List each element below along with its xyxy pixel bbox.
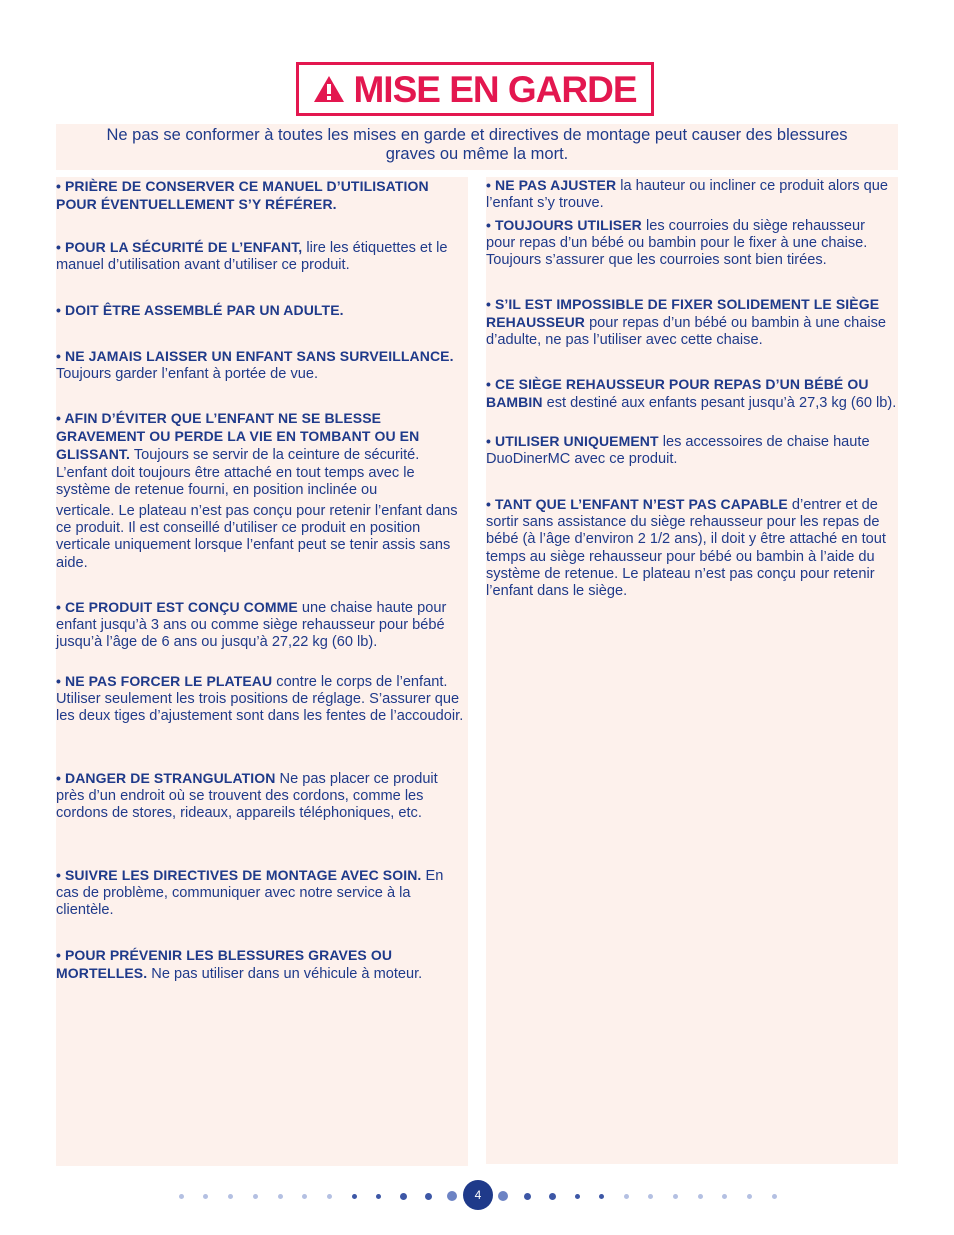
warning-item: • DOIT ÊTRE ASSEMBLÉ PAR UN ADULTE.: [56, 302, 344, 318]
warning-item: • SUIVRE LES DIRECTIVES DE MONTAGE AVEC SOIN. En cas de problème, communiquer avec notre service à la clientèle.: [56, 867, 444, 919]
pagination-dot: [648, 1194, 653, 1199]
pagination-dot: [624, 1194, 629, 1199]
warning-item: • S’IL EST IMPOSSIBLE DE FIXER SOLIDEMENT LE SIÈGE REHAUSSEUR pour repas d’un bébé ou bambin à une chaise d’adulte, ne pas l’utiliser avec cette chaise.: [486, 296, 887, 349]
pagination-dot: [425, 1193, 432, 1200]
warning-item: • TOUJOURS UTILISER les courroies du siège rehausseur pour repas d’un bébé ou bambin pour le fixer à une chaise. Toujours s’assurer que les courroies sont bien tirées.: [486, 217, 868, 269]
pagination-dot: [599, 1194, 604, 1199]
intro-paragraph: [56, 124, 898, 170]
pagination-dot: [549, 1193, 556, 1200]
pagination-dot: [722, 1194, 727, 1199]
pagination-dot: [498, 1191, 508, 1201]
pagination-dot: [575, 1194, 580, 1199]
warning-item: verticale. Le plateau n’est pas conçu pour retenir l’enfant dans ce produit. Il est conseillé d’utiliser ce produit en position verticale uniquement lorsque l’enfant peut se tenir assis sans aide.: [56, 503, 458, 571]
pagination-dot: [747, 1194, 752, 1199]
intro-line-2: graves ou même la mort.: [385, 145, 569, 163]
warning-triangle-icon: [313, 74, 345, 104]
warning-banner: [296, 62, 654, 116]
warning-item: • NE JAMAIS LAISSER UN ENFANT SANS SURVEILLANCE. Toujours garder l’enfant à portée de vue.: [56, 348, 454, 383]
right-column: [486, 177, 898, 1164]
pagination-dot: [179, 1194, 184, 1199]
pagination-dot: [400, 1193, 407, 1200]
warning-item: • PRIÈRE DE CONSERVER CE MANUEL D’UTILISATION POUR ÉVENTUELLEMENT S’Y RÉFÉRER.: [56, 178, 429, 213]
pagination-dot: [203, 1194, 208, 1199]
warning-item: • TANT QUE L’ENFANT N’EST PAS CAPABLE d’entrer et de sortir sans assistance du siège rehausseur pour les repas de bébé (à l’âge d’environ 2 1/2 ans), il doit y être attaché en tout temps au siège rehausseur pour bébé ou bambin à l’aide du système de retenue. Le plateau n’est pas conçu pour retenir l’enfant dans le siège.: [486, 496, 886, 600]
warning-item: • DANGER DE STRANGULATION Ne pas placer ce produit près d’un endroit où se trouvent des cordons, comme les cordons de stores, rideaux, appareils téléphoniques, etc.: [56, 770, 438, 822]
page-number: 4: [463, 1180, 493, 1210]
pagination-dot: [698, 1194, 703, 1199]
pagination-dot: [253, 1194, 258, 1199]
warning-item: • UTILISER UNIQUEMENT les accessoires de chaise haute DuoDinerMC avec ce produit.: [486, 433, 870, 468]
pagination-dot: [302, 1194, 307, 1199]
warning-item: • AFIN D’ÉVITER QUE L’ENFANT NE SE BLESSE GRAVEMENT OU PERDE LA VIE EN TOMBANT OU EN GLISSANT. Toujours se servir de la ceinture de sécurité. L’enfant doit toujours être attaché en tout temps avec le système de retenue fourni, en position inclinée ou: [56, 410, 420, 498]
page-footer: [0, 1178, 954, 1214]
pagination-dot: [327, 1194, 332, 1199]
left-column: [56, 177, 468, 1166]
warning-item: • NE PAS AJUSTER la hauteur ou incliner ce produit alors que l’enfant s’y trouve.: [486, 177, 888, 212]
pagination-dot: [376, 1194, 381, 1199]
pagination-dot: [772, 1194, 777, 1199]
pagination-dot: [524, 1193, 531, 1200]
pagination-dot: [228, 1194, 233, 1199]
warning-item: • NE PAS FORCER LE PLATEAU contre le corps de l’enfant. Utiliser seulement les trois positions de réglage. S’assurer que les deux tiges d’ajustement sont dans les fentes de l’accoudoir.: [56, 673, 464, 725]
warning-item: • CE SIÈGE REHAUSSEUR POUR REPAS D’UN BÉBÉ OU BAMBIN est destiné aux enfants pesant jusqu’à 27,3 kg (60 lb).: [486, 376, 897, 412]
warning-item: • CE PRODUIT EST CONÇU COMME une chaise haute pour enfant jusqu’à 3 ans ou comme siège rehausseur pour bébé jusqu’à l’âge de 6 ans ou jusqu’à 27,22 kg (60 lb).: [56, 599, 447, 651]
warning-item: • POUR PRÉVENIR LES BLESSURES GRAVES OU MORTELLES. Ne pas utiliser dans un véhicule à moteur.: [56, 947, 423, 983]
warning-item: • POUR LA SÉCURITÉ DE L’ENFANT, lire les étiquettes et le manuel d’utilisation avant d’utiliser ce produit.: [56, 239, 448, 274]
pagination-dot: [447, 1191, 457, 1201]
pagination-dot: [352, 1194, 357, 1199]
intro-line-1: Ne pas se conformer à toutes les mises en garde et directives de montage peut causer des blessures: [106, 126, 848, 144]
pagination-dot: [673, 1194, 678, 1199]
warning-title: MISE EN GARDE: [353, 68, 637, 110]
pagination-dot: [278, 1194, 283, 1199]
